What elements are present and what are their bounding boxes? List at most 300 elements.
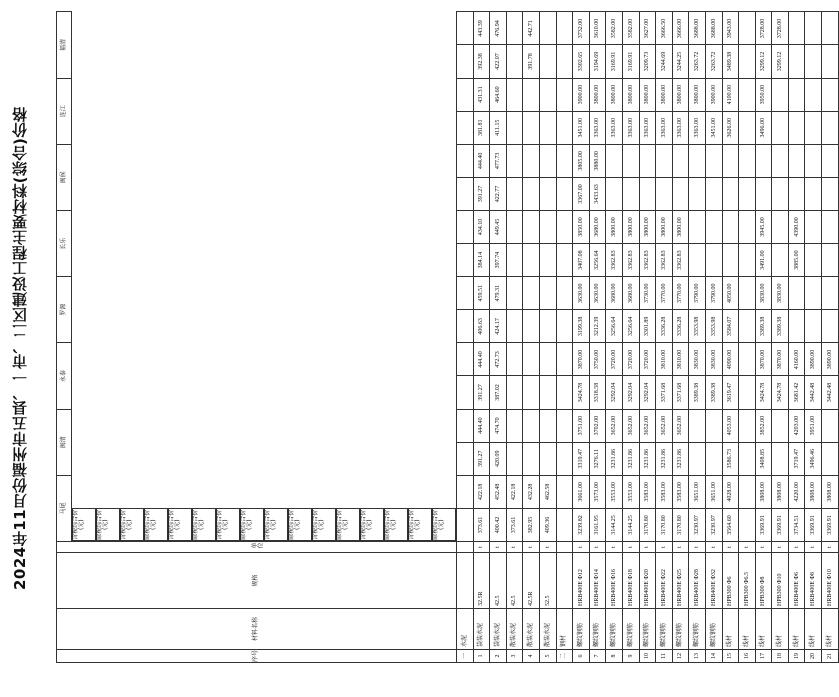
- price-cell: 3231.86: [656, 442, 673, 475]
- header-price-tax: 含税综合价(元): [264, 508, 288, 541]
- table-row: [805, 12, 822, 663]
- price-cell: [705, 442, 722, 475]
- price-cell: 3800.00: [656, 210, 673, 243]
- price-cell: 4053.00: [722, 409, 739, 442]
- price-cell: [788, 111, 805, 144]
- table-row: [639, 12, 656, 663]
- price-cell: [739, 442, 756, 475]
- price-cell: [523, 442, 540, 475]
- price-cell: 479.31: [490, 277, 507, 310]
- row-seq: 7: [589, 650, 606, 663]
- price-cell: 4203.00: [788, 409, 805, 442]
- row-name: 线材: [788, 609, 805, 650]
- price-cell: 3652.00: [639, 409, 656, 442]
- price-cell: 3194.69: [589, 45, 606, 78]
- row-spec: [457, 553, 474, 609]
- price-cell: 3573.00: [589, 475, 606, 508]
- row-name: 螺纹钢筋: [656, 609, 673, 650]
- table-row: [457, 12, 474, 663]
- price-cell: [457, 78, 474, 111]
- price-cell: 387.02: [490, 376, 507, 409]
- header-region: 连江: [57, 78, 72, 144]
- price-cell: [772, 177, 789, 210]
- price-cell: 3362.83: [672, 244, 689, 277]
- row-spec: [556, 553, 573, 609]
- price-cell: [772, 244, 789, 277]
- row-spec: HRB400E Φ20: [639, 553, 656, 609]
- table-row: [689, 12, 706, 663]
- price-cell: 3870.00: [573, 343, 590, 376]
- header-price-notax: 除税综合价(元): [144, 508, 168, 541]
- row-spec: HPB300 Φ6: [722, 553, 739, 609]
- price-cell: [739, 508, 756, 541]
- price-cell: [822, 210, 839, 243]
- price-cell: 3231.86: [639, 442, 656, 475]
- price-cell: 3144.25: [622, 508, 639, 541]
- price-cell: 3619.47: [722, 376, 739, 409]
- price-cell: 432.28: [523, 475, 540, 508]
- price-cell: 3582.00: [606, 12, 623, 45]
- price-cell: 422.18: [506, 475, 523, 508]
- row-name: 钢材: [556, 609, 573, 650]
- price-cell: 3424.78: [755, 376, 772, 409]
- row-seq: 8: [606, 650, 623, 663]
- price-cell: [457, 475, 474, 508]
- table-row: [573, 12, 590, 663]
- row-seq: 11: [656, 650, 673, 663]
- price-cell: [722, 144, 739, 177]
- price-cell: [822, 45, 839, 78]
- price-cell: [822, 310, 839, 343]
- row-spec: HPB300 Φ8: [755, 553, 772, 609]
- price-cell: 3363.00: [656, 111, 673, 144]
- header-price-tax: 含税综合价(元): [360, 508, 384, 541]
- price-cell: 3170.80: [672, 508, 689, 541]
- row-spec: HPB300 Φ6.5: [739, 553, 756, 609]
- price-cell: [772, 78, 789, 111]
- row-spec: HRB400E Φ22: [656, 553, 673, 609]
- price-cell: [772, 144, 789, 177]
- price-cell: [805, 45, 822, 78]
- price-cell: 4100.00: [722, 78, 739, 111]
- price-cell: 434.10: [473, 210, 490, 243]
- price-cell: 3770.00: [672, 277, 689, 310]
- price-cell: [722, 177, 739, 210]
- price-cell: 3442.48: [805, 376, 822, 409]
- page-title: 2024年11月份福州市五县、一市、二区建设工程主要材料(综合)价格: [11, 106, 29, 591]
- header-price-notax: 除税综合价(元): [336, 508, 360, 541]
- price-cell: 462.58: [539, 475, 556, 508]
- row-spec: HRB400E Φ25: [672, 553, 689, 609]
- price-cell: 472.73: [490, 343, 507, 376]
- row-unit: t: [788, 542, 805, 553]
- row-unit: t: [589, 542, 606, 553]
- price-cell: [822, 144, 839, 177]
- price-cell: [822, 78, 839, 111]
- price-cell: 3256.64: [622, 310, 639, 343]
- price-cell: 3890.00: [822, 343, 839, 376]
- price-cell: 424.17: [490, 310, 507, 343]
- price-cell: 3732.00: [573, 12, 590, 45]
- price-cell: [506, 12, 523, 45]
- price-cell: [656, 144, 673, 177]
- price-cell: [556, 376, 573, 409]
- row-name: 散装水泥: [539, 609, 556, 650]
- price-cell: [639, 144, 656, 177]
- header-price-tax: 含税综合价(元): [216, 508, 240, 541]
- price-cell: [788, 78, 805, 111]
- price-cell: [523, 244, 540, 277]
- price-cell: [539, 409, 556, 442]
- price-cell: 422.18: [473, 475, 490, 508]
- price-cell: 3800.00: [672, 210, 689, 243]
- price-cell: [755, 144, 772, 177]
- price-cell: 4390.00: [788, 210, 805, 243]
- price-cell: [822, 177, 839, 210]
- price-cell: 3256.64: [606, 310, 623, 343]
- price-cell: 3945.00: [755, 210, 772, 243]
- price-cell: 3496.00: [755, 111, 772, 144]
- row-unit: t: [639, 542, 656, 553]
- price-cell: [539, 177, 556, 210]
- price-cell: [523, 177, 540, 210]
- price-cell: [689, 244, 706, 277]
- price-cell: 3442.48: [822, 376, 839, 409]
- price-cell: 3800.00: [622, 210, 639, 243]
- price-cell: [622, 144, 639, 177]
- price-table-container: [56, 12, 833, 663]
- price-cell: 384.14: [473, 244, 490, 277]
- price-cell: [639, 177, 656, 210]
- price-cell: [506, 244, 523, 277]
- row-unit: t: [755, 542, 772, 553]
- row-unit: t: [656, 542, 673, 553]
- price-cell: [506, 144, 523, 177]
- price-cell: 3489.38: [722, 45, 739, 78]
- row-name: 螺纹钢筋: [705, 609, 722, 650]
- price-cell: [606, 144, 623, 177]
- row-spec: HRB400E Φ14: [589, 553, 606, 609]
- row-unit: t: [506, 542, 523, 553]
- price-cell: [705, 409, 722, 442]
- price-cell: [506, 409, 523, 442]
- price-cell: [739, 78, 756, 111]
- price-cell: 406.63: [473, 310, 490, 343]
- row-name: 线材: [772, 609, 789, 650]
- price-cell: 3830.00: [755, 277, 772, 310]
- row-name: 螺纹钢筋: [672, 609, 689, 650]
- price-cell: [539, 244, 556, 277]
- price-cell: 3451.00: [705, 111, 722, 144]
- price-cell: 3810.00: [672, 343, 689, 376]
- row-spec: HRB400E Φ10: [822, 553, 839, 609]
- price-cell: 4160.00: [788, 343, 805, 376]
- price-cell: [772, 111, 789, 144]
- price-cell: 3362.83: [606, 244, 623, 277]
- price-cell: 3850.00: [573, 210, 590, 243]
- price-cell: 3363.00: [672, 111, 689, 144]
- price-cell: 3688.00: [689, 12, 706, 45]
- price-cell: 3263.72: [689, 45, 706, 78]
- price-cell: [523, 277, 540, 310]
- price-cell: 3730.00: [639, 277, 656, 310]
- price-cell: 3389.38: [705, 376, 722, 409]
- price-cell: 3367.00: [573, 177, 590, 210]
- price-cell: [523, 376, 540, 409]
- price-cell: 3231.86: [606, 442, 623, 475]
- price-cell: 3751.00: [573, 409, 590, 442]
- price-cell: 3800.00: [689, 78, 706, 111]
- row-unit: t: [705, 542, 722, 553]
- price-cell: [805, 277, 822, 310]
- price-cell: [689, 177, 706, 210]
- header-region: 长乐: [57, 210, 72, 276]
- price-cell: 3369.91: [822, 508, 839, 541]
- row-unit: t: [805, 542, 822, 553]
- price-cell: 4028.00: [722, 475, 739, 508]
- price-cell: 474.70: [490, 409, 507, 442]
- header-unit: 单位: [57, 542, 457, 553]
- price-cell: 3263.72: [705, 45, 722, 78]
- price-cell: 3680.00: [606, 277, 623, 310]
- price-cell: [739, 144, 756, 177]
- row-name: 螺纹钢筋: [639, 609, 656, 650]
- price-cell: [788, 45, 805, 78]
- price-cell: [457, 12, 474, 45]
- price-cell: 3651.00: [689, 475, 706, 508]
- price-cell: [539, 310, 556, 343]
- price-cell: [805, 210, 822, 243]
- price-cell: 3582.00: [622, 12, 639, 45]
- price-cell: [656, 177, 673, 210]
- price-cell: 3231.86: [672, 442, 689, 475]
- row-spec: 42.5R: [523, 553, 540, 609]
- price-cell: 3301.89: [639, 310, 656, 343]
- price-cell: [788, 144, 805, 177]
- row-name: 散装水泥: [523, 609, 540, 650]
- row-seq: 19: [788, 650, 805, 663]
- row-name: 散装水泥: [506, 609, 523, 650]
- price-cell: [739, 12, 756, 45]
- price-cell: 3451.00: [573, 111, 590, 144]
- price-cell: [739, 343, 756, 376]
- price-cell: 3688.00: [705, 12, 722, 45]
- price-cell: [539, 144, 556, 177]
- row-seq: 3: [506, 650, 523, 663]
- price-cell: [822, 442, 839, 475]
- price-cell: 3951.00: [805, 409, 822, 442]
- price-cell: 422.77: [490, 177, 507, 210]
- price-cell: [556, 45, 573, 78]
- table-row: [755, 12, 772, 663]
- row-unit: t: [722, 542, 739, 553]
- price-cell: [772, 442, 789, 475]
- price-cell: 3389.38: [755, 310, 772, 343]
- price-cell: 3680.00: [622, 277, 639, 310]
- price-cell: 3169.91: [622, 45, 639, 78]
- price-cell: 3661.00: [573, 475, 590, 508]
- price-cell: [739, 244, 756, 277]
- price-cell: 3800.00: [672, 78, 689, 111]
- price-cell: 3433.63: [589, 177, 606, 210]
- price-cell: 3583.00: [672, 475, 689, 508]
- price-cell: 3808.00: [755, 475, 772, 508]
- price-cell: 3299.12: [772, 45, 789, 78]
- price-cell: 3630.00: [589, 277, 606, 310]
- price-cell: 373.61: [473, 508, 490, 541]
- row-seq: 12: [672, 650, 689, 663]
- row-seq: 17: [755, 650, 772, 663]
- price-cell: [506, 310, 523, 343]
- price-cell: 477.73: [490, 144, 507, 177]
- price-cell: [805, 12, 822, 45]
- price-cell: [556, 475, 573, 508]
- price-cell: [506, 277, 523, 310]
- header-name: 材料名称: [57, 609, 457, 650]
- price-cell: 3369.91: [805, 508, 822, 541]
- price-cell: 3363.00: [639, 111, 656, 144]
- price-cell: [523, 210, 540, 243]
- price-cell: [822, 12, 839, 45]
- price-cell: 3770.00: [656, 277, 673, 310]
- price-cell: [457, 376, 474, 409]
- price-cell: 459.51: [473, 277, 490, 310]
- row-seq: 16: [739, 650, 756, 663]
- price-cell: 3900.00: [705, 78, 722, 111]
- price-cell: 3244.25: [672, 45, 689, 78]
- price-cell: [772, 409, 789, 442]
- price-cell: [788, 177, 805, 210]
- price-cell: [739, 475, 756, 508]
- price-cell: 3230.97: [705, 508, 722, 541]
- price-cell: 3371.68: [656, 376, 673, 409]
- price-cell: [606, 177, 623, 210]
- price-cell: [739, 111, 756, 144]
- price-cell: 420.09: [490, 442, 507, 475]
- row-seq: 18: [772, 650, 789, 663]
- price-cell: [805, 310, 822, 343]
- price-cell: 3362.83: [639, 244, 656, 277]
- table-row: [722, 12, 739, 663]
- price-cell: 3408.85: [755, 442, 772, 475]
- table-row: [822, 12, 839, 663]
- price-cell: 3319.47: [573, 442, 590, 475]
- price-cell: 3302.65: [573, 45, 590, 78]
- price-cell: 3852.00: [755, 409, 772, 442]
- price-cell: 3292.04: [639, 376, 656, 409]
- price-cell: 3363.00: [589, 111, 606, 144]
- table-row: [473, 12, 490, 663]
- price-cell: [539, 210, 556, 243]
- price-cell: [722, 210, 739, 243]
- price-cell: 3808.00: [822, 475, 839, 508]
- table-row: [523, 12, 540, 663]
- price-cell: 3144.25: [606, 508, 623, 541]
- price-cell: [539, 45, 556, 78]
- price-cell: 3491.00: [755, 244, 772, 277]
- price-cell: [689, 144, 706, 177]
- price-cell: 3256.64: [589, 244, 606, 277]
- price-cell: 3870.00: [755, 343, 772, 376]
- table-row: [606, 12, 623, 663]
- price-cell: 476.94: [490, 12, 507, 45]
- price-cell: 3239.82: [573, 508, 590, 541]
- price-cell: [457, 310, 474, 343]
- price-cell: 3830.00: [689, 343, 706, 376]
- row-unit: t: [573, 542, 590, 553]
- price-cell: [805, 78, 822, 111]
- price-cell: 392.38: [473, 45, 490, 78]
- price-cell: 3950.00: [755, 78, 772, 111]
- price-cell: 3161.95: [589, 508, 606, 541]
- row-name: 线材: [739, 609, 756, 650]
- price-cell: [739, 376, 756, 409]
- price-cell: 391.78: [523, 45, 540, 78]
- row-seq: 4: [523, 650, 540, 663]
- price-cell: 391.27: [473, 177, 490, 210]
- table-row: [490, 12, 507, 663]
- price-cell: 3627.00: [639, 12, 656, 45]
- price-cell: [457, 210, 474, 243]
- price-cell: 3564.60: [722, 508, 739, 541]
- price-cell: 3666.50: [656, 12, 673, 45]
- row-spec: HRB400E Φ32: [705, 553, 722, 609]
- row-seq: 13: [689, 650, 706, 663]
- price-cell: 3369.91: [772, 508, 789, 541]
- header-price-notax: 除税综合价(元): [288, 508, 312, 541]
- price-cell: [539, 111, 556, 144]
- price-cell: [556, 442, 573, 475]
- price-cell: [556, 409, 573, 442]
- price-cell: [672, 177, 689, 210]
- price-cell: [457, 111, 474, 144]
- header-price-notax: 除税综合价(元): [432, 508, 456, 541]
- row-seq: 10: [639, 650, 656, 663]
- price-cell: 391.27: [473, 442, 490, 475]
- price-cell: 3336.28: [656, 310, 673, 343]
- row-name: 螺纹钢筋: [589, 609, 606, 650]
- price-cell: 3720.00: [622, 343, 639, 376]
- table-row: [656, 12, 673, 663]
- price-cell: [539, 277, 556, 310]
- row-unit: t: [772, 542, 789, 553]
- row-unit: t: [822, 542, 839, 553]
- price-cell: [556, 12, 573, 45]
- price-cell: [506, 45, 523, 78]
- price-cell: 400.42: [490, 508, 507, 541]
- header-price-notax: 除税综合价(元): [384, 508, 408, 541]
- row-name: 螺纹钢筋: [573, 609, 590, 650]
- price-cell: 3496.46: [805, 442, 822, 475]
- price-cell: 3212.39: [589, 310, 606, 343]
- price-cell: 3362.83: [622, 244, 639, 277]
- header-price-tax: 含税综合价(元): [312, 508, 336, 541]
- row-spec: HPB300 Φ10: [772, 553, 789, 609]
- price-cell: 3199.38: [573, 310, 590, 343]
- price-cell: [689, 442, 706, 475]
- price-cell: 3666.00: [672, 12, 689, 45]
- price-cell: 3371.68: [672, 376, 689, 409]
- price-cell: 3353.98: [689, 310, 706, 343]
- price-cell: 3808.00: [805, 475, 822, 508]
- row-name: 线材: [805, 609, 822, 650]
- price-cell: [523, 409, 540, 442]
- price-cell: 3583.00: [656, 475, 673, 508]
- price-cell: 3728.00: [755, 12, 772, 45]
- price-cell: [556, 111, 573, 144]
- price-cell: 3169.91: [606, 45, 623, 78]
- price-cell: 3900.00: [573, 78, 590, 111]
